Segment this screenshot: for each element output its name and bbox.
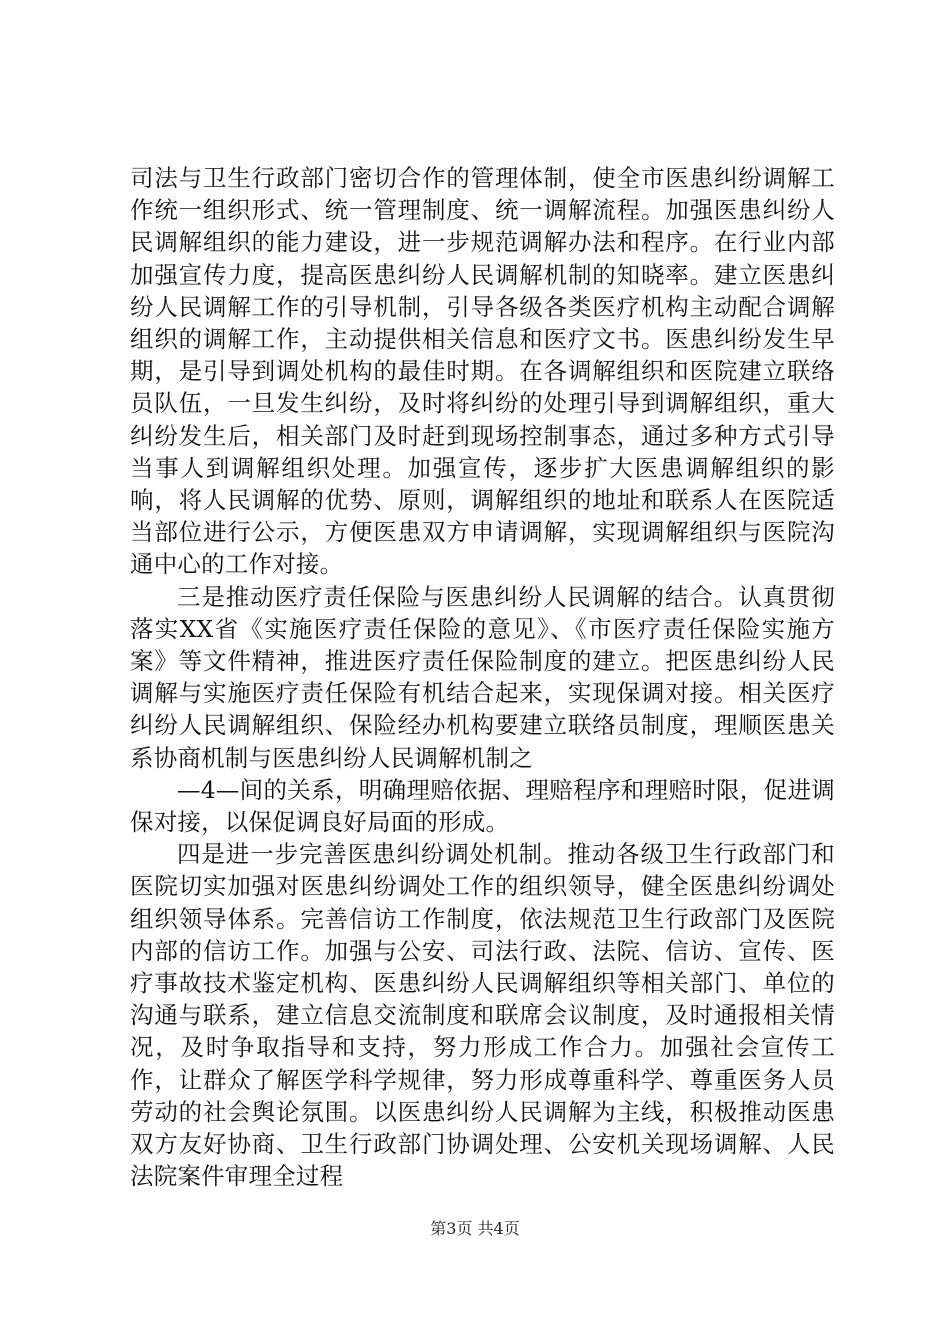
document-body [130, 162, 835, 1193]
paragraph-3: —4—间的关系，明确理赔依据、理赔程序和理赔时限，促进调保对接，以保促调良好局面的形成。 [130, 775, 835, 837]
page-footer: 第3页 共4页 [430, 1219, 520, 1238]
paragraph-1: 司法与卫生行政部门密切合作的管理体制，使全市医患纠纷调解工作统一组织形式、统一管理制度、统一调解流程。加强医患纠纷人民调解组织的能力建设，进一步规范调解办法和程序。在行业内部加强宣传力度，提高医患纠纷人民调解机制的知晓率。建立医患纠纷人民调解工作的引导机制，引导各级各类医疗机构主动配合调解组织的调解工作，主动提供相关信息和医疗文书。医患纠纷发生早期，是引导到调处机构的最佳时期。在各调解组织和医院建立联络员队伍，一旦发生纠纷，及时将纠纷的处理引导到调解组织，重大纠纷发生后，相关部门及时赶到现场控制事态，通过多种方式引导当事人到调解组织处理。加强宣传，逐步扩大医患调解组织的影响，将人民调解的优势、原则，调解组织的地址和联系人在医院适当部位进行公示，方便医患双方申请调解，实现调解组织与医院沟通中心的工作对接。 [130, 164, 835, 579]
paragraph-2: 三是推动医疗责任保险与医患纠纷人民调解的结合。认真贯彻落实XX省《实施医疗责任保险的意见》、《市医疗责任保险实施方案》等文件精神，推进医疗责任保险制度的建立。把医患纠纷人民调解与实施医疗责任保险有机结合起来，实现保调对接。相关医疗纠纷人民调解组织、保险经办机构要建立联络员制度，理顺医患关系协商机制与医患纠纷人民调解机制之 [130, 582, 835, 772]
paragraph-4: 四是进一步完善医患纠纷调处机制。推动各级卫生行政部门和医院切实加强对医患纠纷调处工作的组织领导，健全医患纠纷调处组织领导体系。完善信访工作制度，依法规范卫生行政部门及医院内部的信访工作。加强与公安、司法行政、法院、信访、宣传、医疗事故技术鉴定机构、医患纠纷人民调解组织等相关部门、单位的沟通与联系，建立信息交流制度和联席会议制度，及时通报相关情况，及时争取指导和支持，努力形成工作合力。加强社会宣传工作，让群众了解医学科学规律，努力形成尊重科学、尊重医务人员劳动的社会舆论氛围。以医患纠纷人民调解为主线，积极推动医患双方友好协商、卫生行政部门协调处理、公安机关现场调解、人民法院案件审理全过程 [130, 840, 835, 1191]
